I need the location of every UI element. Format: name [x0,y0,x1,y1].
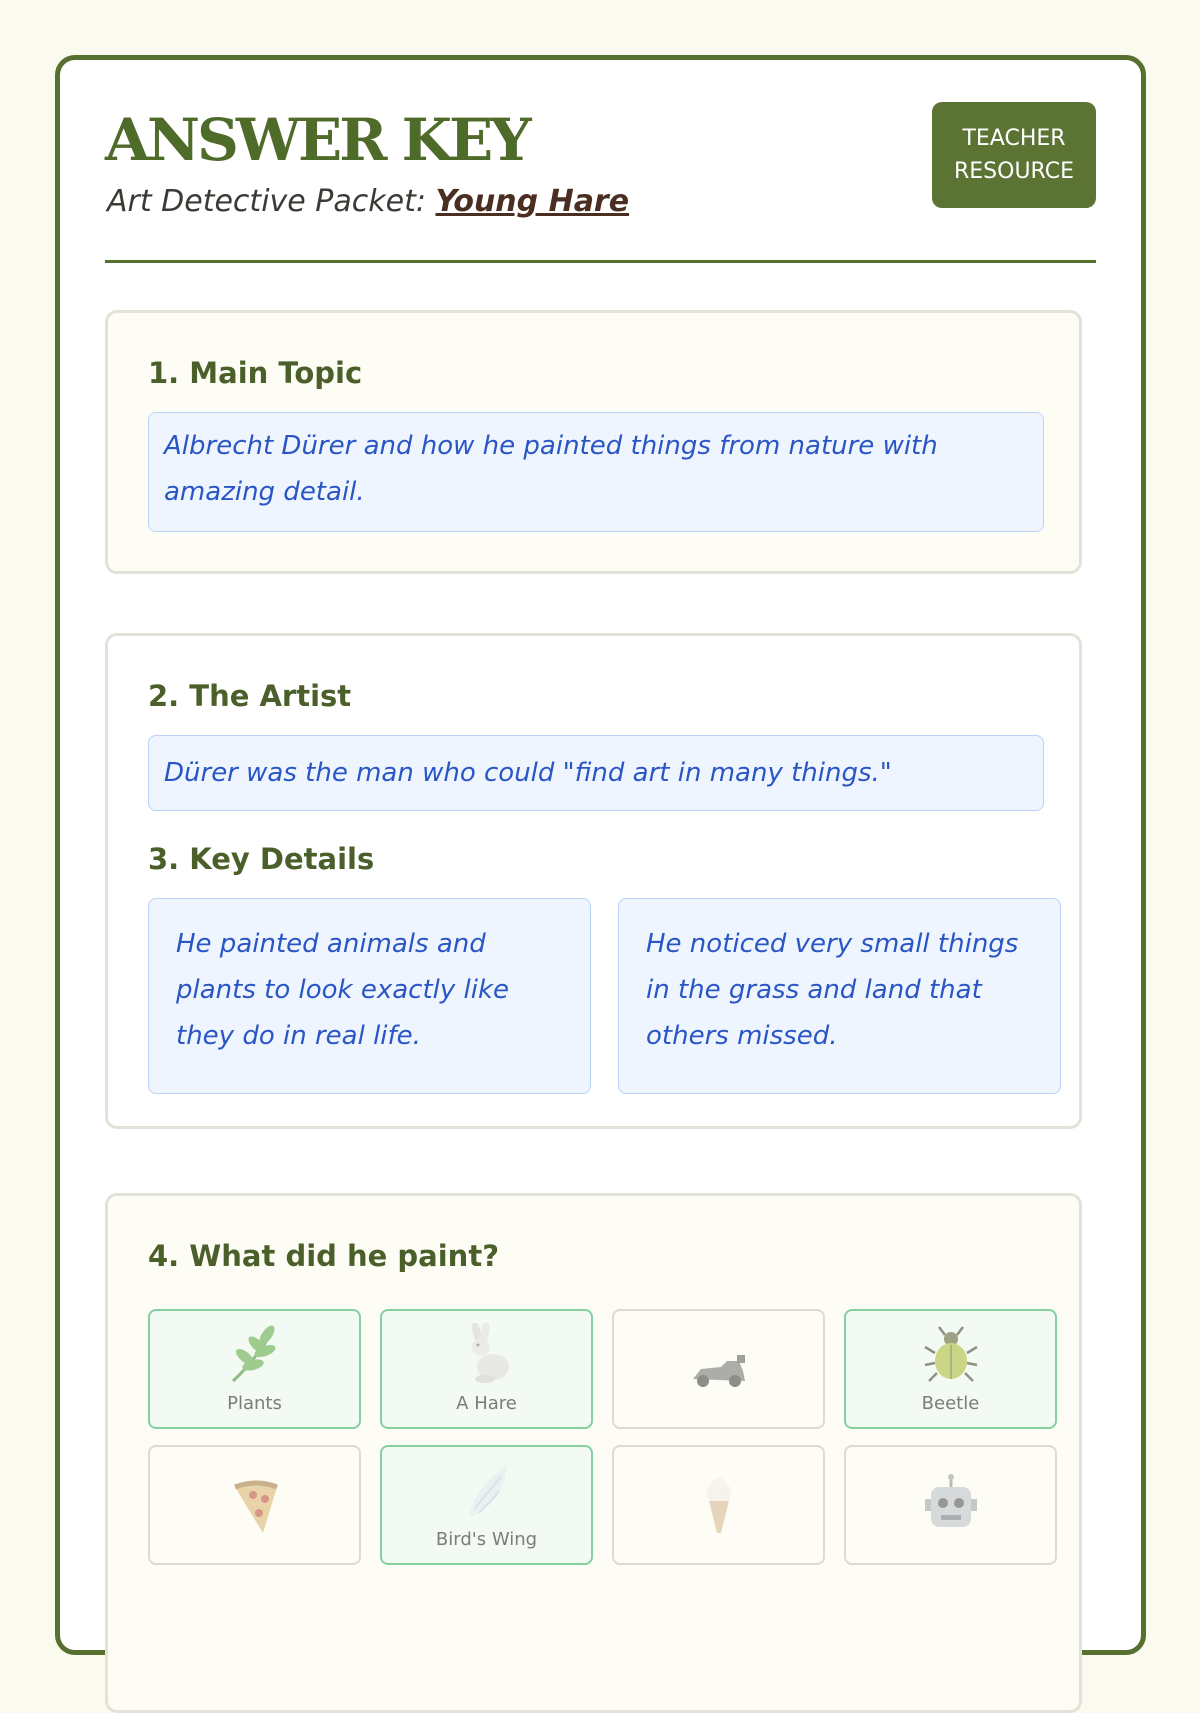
option-hare[interactable] [380,1309,593,1429]
pizza-icon [223,1473,287,1537]
ice-cream-icon [687,1473,751,1537]
beetle-icon [919,1323,983,1387]
question-1-title: 1. Main Topic [148,356,363,390]
option-plants[interactable] [148,1309,361,1429]
packet-subtitle [107,182,629,222]
artwork-title: Young Hare [435,184,630,219]
herb-icon [223,1323,287,1387]
question-3-title: 3. Key Details [148,842,375,876]
question-4-card [105,1193,1082,1713]
page-title: ANSWER KEY [105,106,529,174]
option-beetle[interactable] [844,1309,1057,1429]
option-bird-wing[interactable] [380,1445,593,1565]
option-pizza[interactable] [148,1445,361,1565]
badge-line-2: RESOURCE [953,159,1075,184]
question-2-answer: Dürer was the man who could "find art in many things." [148,735,1044,811]
header [105,60,1096,263]
question-2-3-card [105,633,1082,1129]
teacher-resource-badge [932,102,1096,208]
option-label: Plants [227,1393,282,1414]
option-label: Beetle [921,1393,980,1414]
question-1-card [105,310,1082,574]
question-4-title: 4. What did he paint? [148,1239,500,1273]
race-car-icon [687,1337,751,1401]
option-label: Bird's Wing [435,1529,538,1550]
rabbit-icon [455,1323,519,1387]
badge-line-1: TEACHER [962,126,1066,151]
key-detail-2: He noticed very small things in the grass and land that others missed. [618,898,1061,1094]
option-ice-cream[interactable] [612,1445,825,1565]
question-2-title: 2. The Artist [148,679,352,713]
option-label: A Hare [456,1393,517,1414]
answer-key-sheet [55,55,1146,1655]
robot-icon [919,1473,983,1537]
wing-icon [455,1459,519,1523]
option-robot[interactable] [844,1445,1057,1565]
key-detail-1: He painted animals and plants to look exactly like they do in real life. [148,898,591,1094]
subtitle-prefix: Art Detective Packet: [107,184,436,219]
option-race-car[interactable] [612,1309,825,1429]
question-1-answer: Albrecht Dürer and how he painted things from nature with amazing detail. [148,412,1044,532]
